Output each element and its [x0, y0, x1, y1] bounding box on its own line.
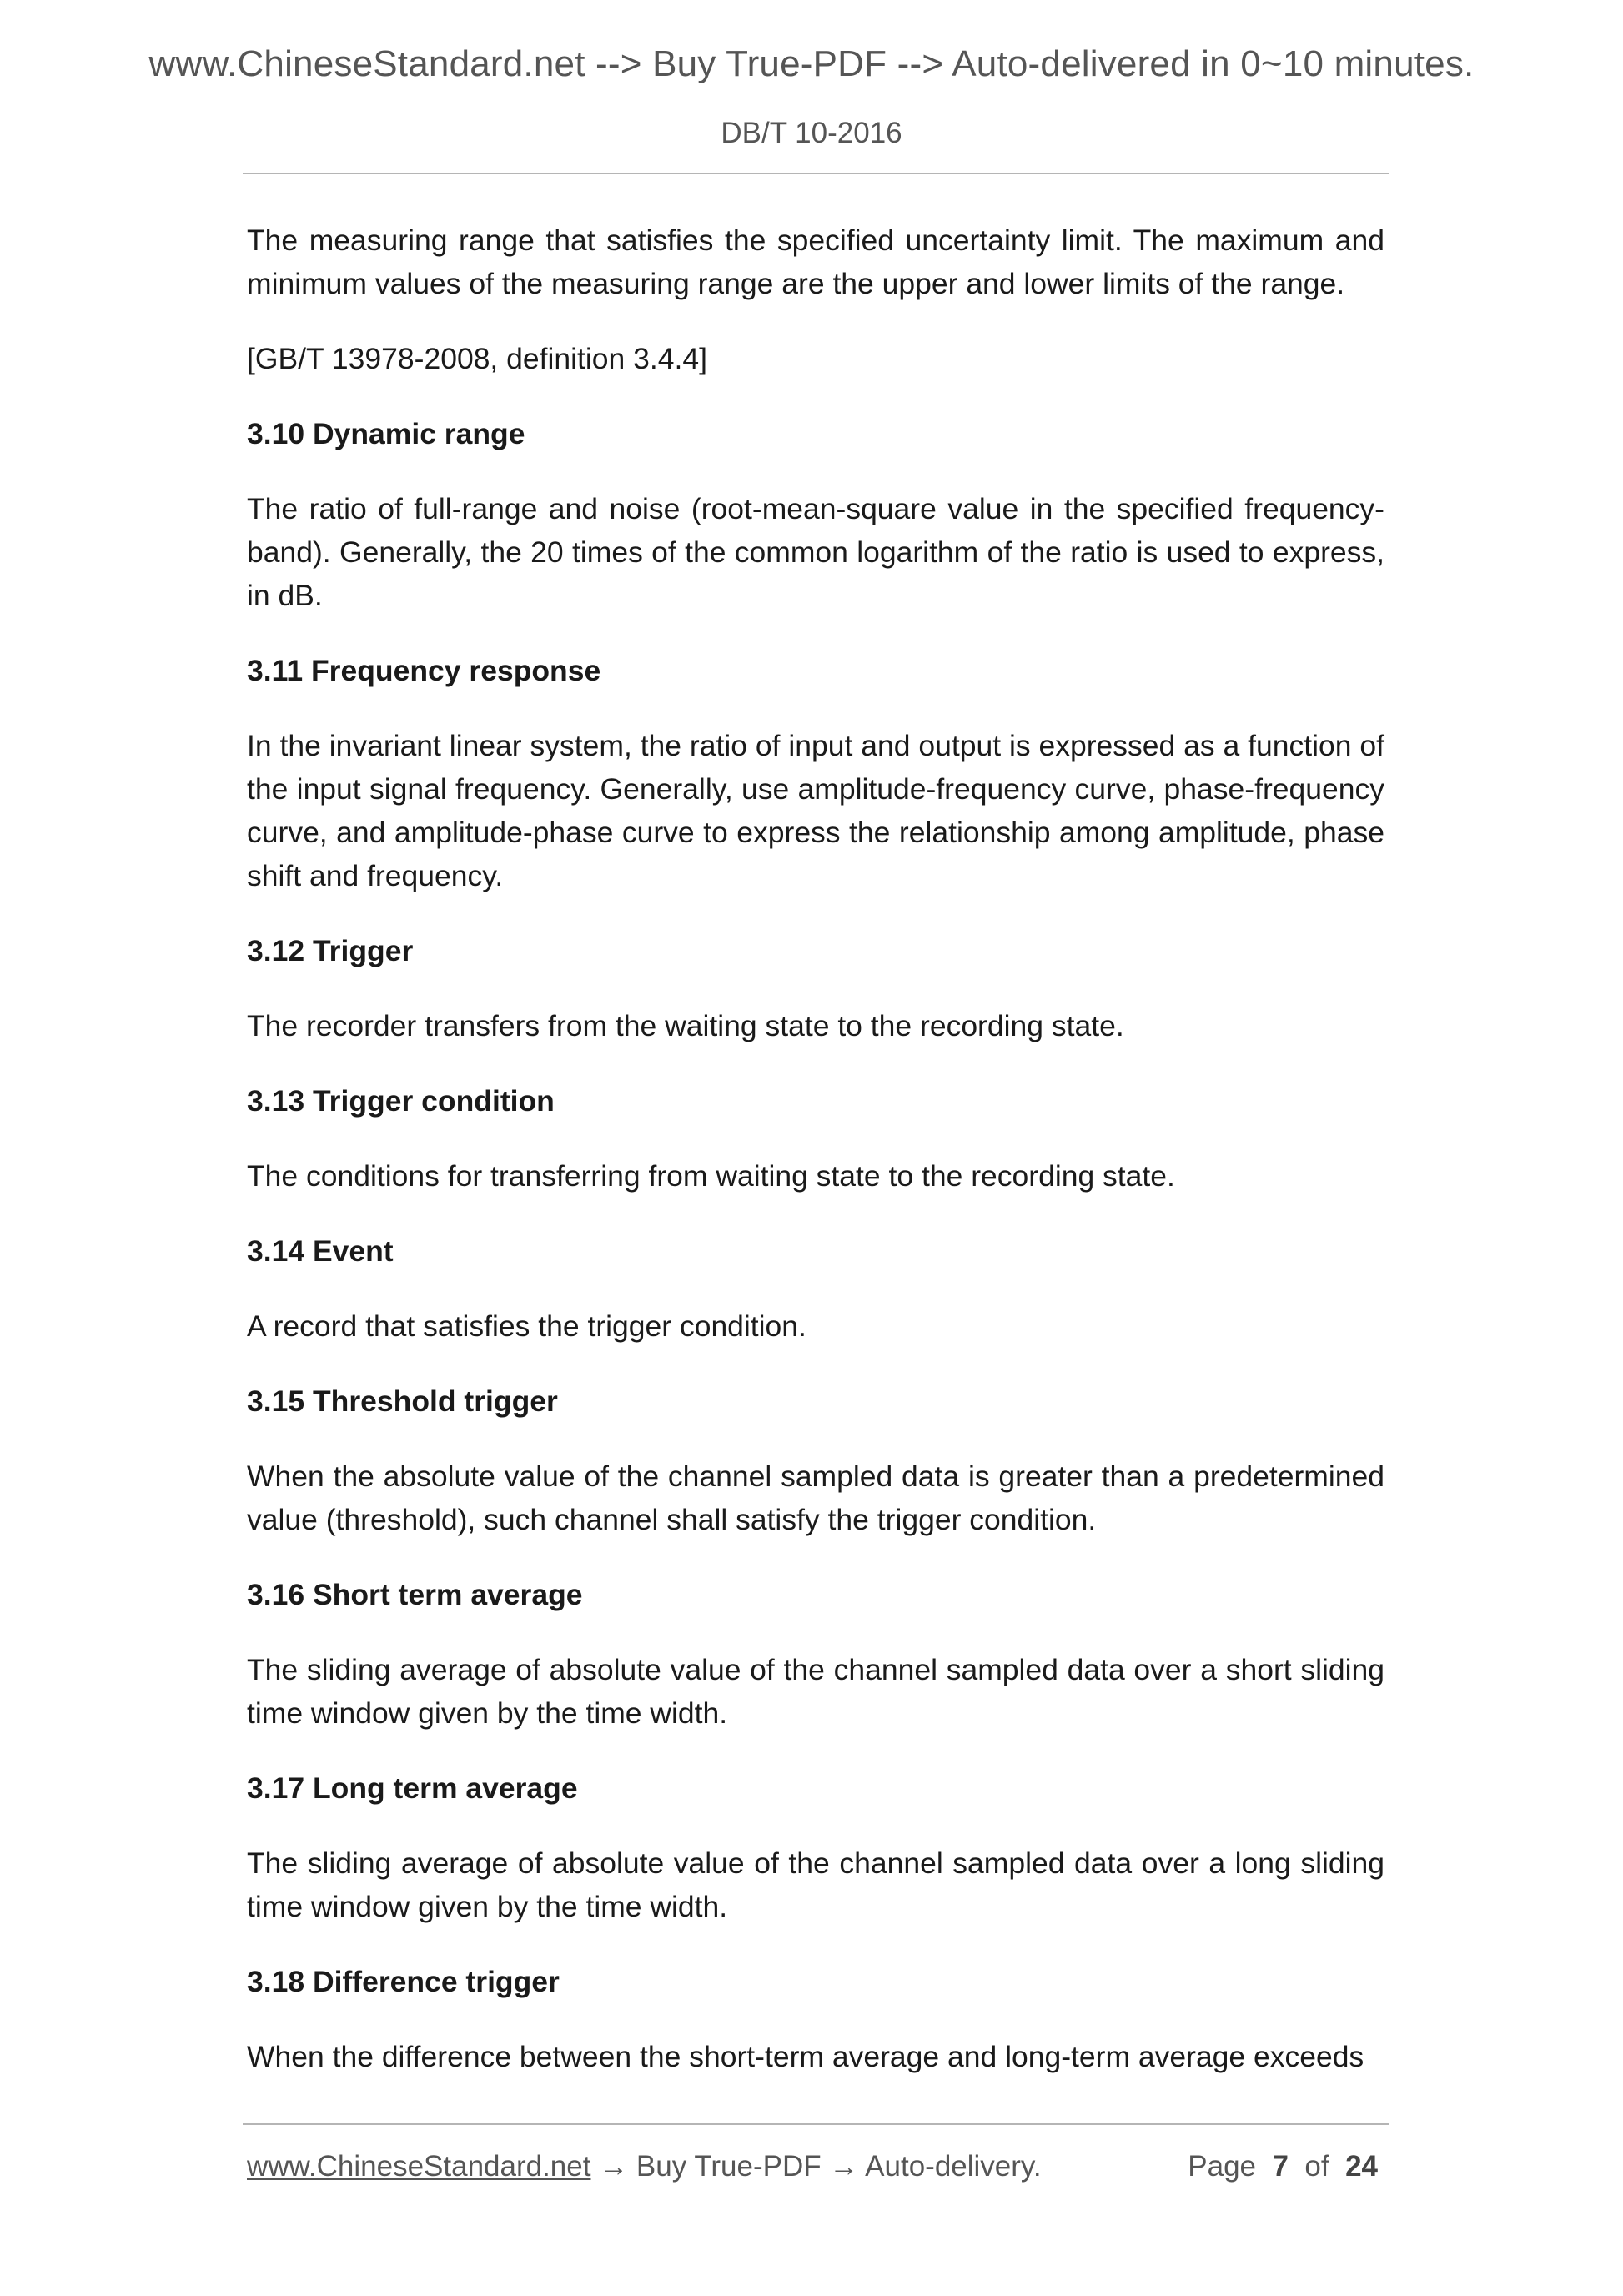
footer-tagline: → Buy True-PDF → Auto-delivery.: [590, 2150, 1042, 2183]
section-text: In the invariant linear system, the ratio of input and output is expressed as a function of the input signal frequency. Generally, use amplitude-frequency curve, phase-frequency curve, and amplitude-phase curve to express the relationship among amplitude, phase shift and frequency.: [247, 729, 1384, 892]
header-divider: [243, 173, 1389, 174]
section-heading: 3.10 Dynamic range: [247, 417, 525, 450]
section-text: A record that satisfies the trigger condition.: [247, 1309, 806, 1343]
page-body: [247, 219, 1384, 2110]
section-text: The sliding average of absolute value of the channel sampled data over a short sliding time window given by the time width.: [247, 1653, 1384, 1730]
section-heading: 3.11 Frequency response: [247, 654, 601, 687]
section-text: The conditions for transferring from waiting state to the recording state.: [247, 1159, 1175, 1193]
page-total: 24: [1345, 2150, 1378, 2183]
section-text: When the difference between the short-term average and long-term average exceeds: [247, 2040, 1364, 2073]
section-text: The ratio of full-range and noise (root-mean-square value in the specified frequency-band). Generally, the 20 times of the common logarithm of the ratio is used to express, in dB.: [247, 492, 1384, 612]
section-text: When the absolute value of the channel sampled data is greater than a predetermined value (threshold), such channel shall satisfy the trigger condition.: [247, 1459, 1384, 1536]
page-indicator: [1188, 2147, 1378, 2187]
page-number: 7: [1272, 2150, 1289, 2183]
section-heading: 3.13 Trigger condition: [247, 1084, 555, 1118]
footer-tagline-group: [247, 2147, 1042, 2187]
section-heading: 3.14 Event: [247, 1234, 394, 1268]
section-heading: 3.15 Threshold trigger: [247, 1384, 558, 1418]
document-code: DB/T 10-2016: [721, 117, 902, 149]
reference-note: [GB/T 13978-2008, definition 3.4.4]: [247, 342, 707, 375]
section-heading: 3.17 Long term average: [247, 1771, 578, 1805]
intro-paragraph: The measuring range that satisfies the specified uncertainty limit. The maximum and minimum values of the measuring range are the upper and lower limits of the range.: [247, 224, 1384, 300]
footer-divider: [243, 2123, 1389, 2125]
page-label: Page: [1188, 2150, 1257, 2183]
section-heading: 3.16 Short term average: [247, 1578, 583, 1611]
section-heading: 3.12 Trigger: [247, 934, 414, 967]
top-banner: www.ChineseStandard.net --> Buy True-PDF --> Auto-delivered in 0~10 minutes.: [148, 43, 1475, 84]
section-heading: 3.18 Difference trigger: [247, 1965, 560, 1998]
of-label: of: [1304, 2150, 1329, 2183]
section-text: The recorder transfers from the waiting state to the recording state.: [247, 1009, 1124, 1042]
footer-site-link[interactable]: www.ChineseStandard.net: [247, 2150, 591, 2183]
section-text: The sliding average of absolute value of the channel sampled data over a long sliding time window given by the time width.: [247, 1846, 1384, 1923]
